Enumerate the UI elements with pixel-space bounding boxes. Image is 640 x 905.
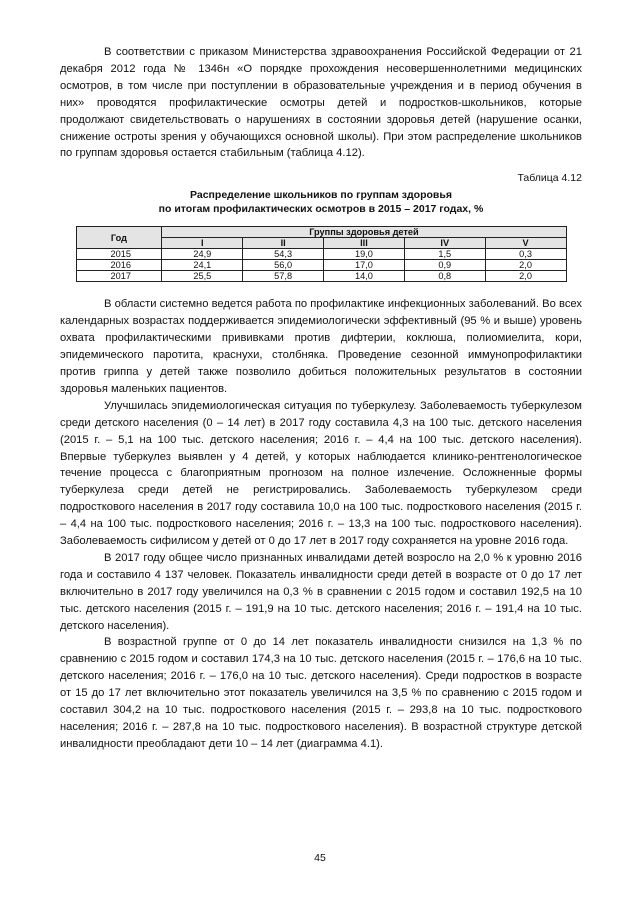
value-cell: 1,5 bbox=[404, 249, 485, 260]
value-cell: 56,0 bbox=[243, 260, 324, 271]
table-title-line-1: Распределение школьников по группам здоровья bbox=[190, 189, 452, 202]
table-row bbox=[76, 271, 566, 282]
body-paragraph: В возрастной группе от 0 до 14 лет показатель инвалидности снизился на 1,3 % по сравнению с 2015 годом и составил 174,3 на 10 тыс. детского населения (2015 г. – 176,6 на 10 тыс. детского населения; 2016 г. – 176,0 на 10 тыс. детского населения). Среди подростков в возрасте от 15 до 17 лет включительно этот показатель увеличился на 3,5 % по сравнению с 2015 годом и составил 304,2 на 10 тыс. подросткового населения (2015 г. – 293,8 на 10 тыс. подросткового населения; 2016 г. – 287,8 на 10 тыс. подросткового населения). В возрастной структуре детской инвалидности преобладают дети 10 – 14 лет (диаграмма 4.1). bbox=[60, 636, 582, 750]
table-label: Таблица 4.12 bbox=[517, 172, 582, 185]
body-paragraph: В области системно ведется работа по профилактике инфекционных заболеваний. Во всех календарных возрастах поддерживается эпидемиологически эффективный (95 % и выше) уровень охвата профилактическими прививками против дифтерии, коклюша, полиомиелита, кори, эпидемического паротита, краснухи, столбняка. Проведение сезонной иммунопрофилактики против гриппа у детей также позволило добиться положительных результатов в состоянии здоровья маленьких пациентов. bbox=[60, 298, 582, 395]
body-paragraph: В 2017 году общее число признанных инвалидами детей возросло на 2,0 % к уровню 2016 года и составило 4 137 человек. Показатель инвалидности среди детей в возрасте от 0 до 17 лет включительно в 2017 году увеличился на 0,3 % в сравнении с 2015 годом и составил 192,5 на 10 тыс. детского населения (2015 г. – 191,9 на 10 тыс. детского населения; 2016 г. – 191,4 на 10 тыс. детского населения). bbox=[60, 551, 582, 632]
value-cell: 2,0 bbox=[485, 271, 566, 282]
intro-paragraph: В соответствии с приказом Министерства здравоохранения Российской Федерации от 21 декабря 2012 года № 1346н «О порядке прохождения несовершеннолетними медицинских осмотров, в том числе при поступлении в образовательные учреждения и в период обучения в них» проводятся профилактические осмотры детей и подростков-школьников, которые продолжают свидетельствовать о нарушениях в состоянии здоровья детей (нарушение осанки, снижение остроты зрения у обучающихся основной школы). При этом распределение школьников по группам здоровья остается стабильным (таблица 4.12). bbox=[60, 46, 582, 160]
year-cell: 2015 bbox=[76, 249, 162, 260]
group-header-cell: IV bbox=[404, 238, 485, 249]
spacer bbox=[60, 282, 582, 296]
value-cell: 25,5 bbox=[162, 271, 243, 282]
value-cell: 2,0 bbox=[485, 260, 566, 271]
group-header-cell: V bbox=[485, 238, 566, 249]
table-header-row bbox=[76, 227, 566, 238]
value-cell: 24,1 bbox=[162, 260, 243, 271]
document-page bbox=[60, 44, 582, 753]
value-cell: 17,0 bbox=[324, 260, 405, 271]
value-cell: 19,0 bbox=[324, 249, 405, 260]
health-groups-table bbox=[76, 226, 567, 282]
value-cell: 57,8 bbox=[243, 271, 324, 282]
table-row bbox=[76, 260, 566, 271]
group-header-cell: I bbox=[162, 238, 243, 249]
group-header-cell: II bbox=[243, 238, 324, 249]
table-title bbox=[60, 188, 582, 216]
group-header-cell: III bbox=[324, 238, 405, 249]
value-cell: 0,8 bbox=[404, 271, 485, 282]
table-title-line-2: по итогам профилактических осмотров в 2015 – 2017 годах, % bbox=[158, 203, 484, 216]
year-column-header: Год bbox=[76, 227, 162, 249]
value-cell: 24,9 bbox=[162, 249, 243, 260]
value-cell: 0,9 bbox=[404, 260, 485, 271]
page-number: 45 bbox=[314, 852, 326, 864]
groups-column-header: Группы здоровья детей bbox=[162, 227, 566, 238]
table-row bbox=[76, 249, 566, 260]
value-cell: 14,0 bbox=[324, 271, 405, 282]
body-paragraph: Улучшилась эпидемиологическая ситуация по туберкулезу. Заболеваемость туберкулезом среди детского населения (0 – 14 лет) в 2017 году составила 4,3 на 100 тыс. детского населения (2015 г. – 5,1 на 100 тыс. детского населения; 2016 г. – 4,4 на 100 тыс. детского населения). Впервые туберкулез выявлен у 4 детей, у которых наблюдается клинико-рентгенологическое течение процесса с благоприятным прогнозом на полное излечение. Осложненные формы туберкулеза среди детей не регистрировались. Заболеваемость туберкулезом среди подросткового населения в 2017 году составила 10,0 на 100 тыс. подросткового населения (2015 г. – 4,4 на 100 тыс. подросткового населения; 2016 г. – 13,3 на 100 тыс. подросткового населения). Заболеваемость сифилисом у детей от 0 до 17 лет в 2017 году сохраняется на уровне 2016 года. bbox=[60, 399, 582, 548]
year-cell: 2016 bbox=[76, 260, 162, 271]
value-cell: 0,3 bbox=[485, 249, 566, 260]
value-cell: 54,3 bbox=[243, 249, 324, 260]
year-cell: 2017 bbox=[76, 271, 162, 282]
